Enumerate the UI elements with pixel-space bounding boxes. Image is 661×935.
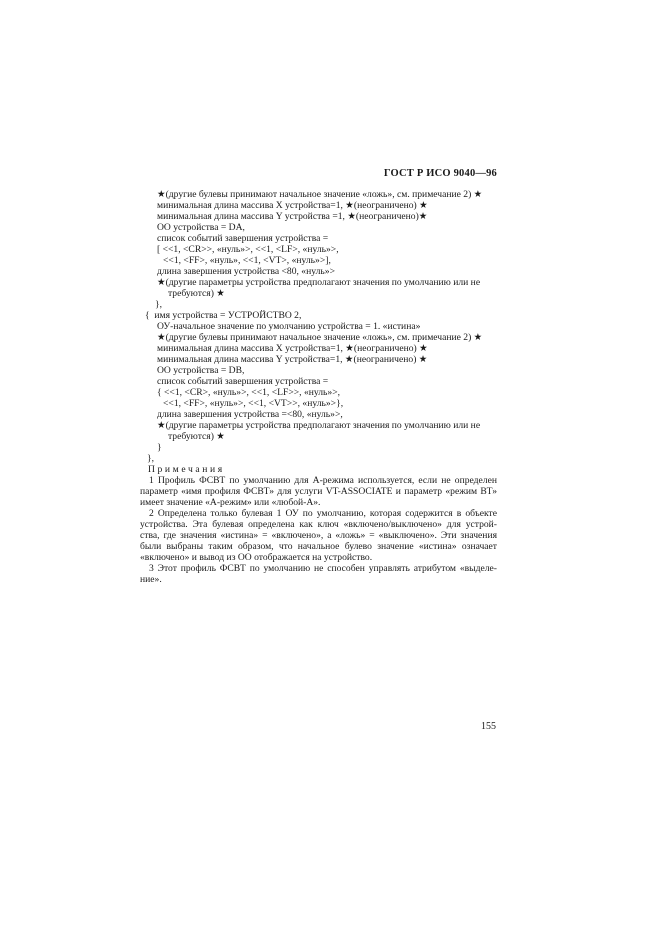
code-line: },: [155, 299, 163, 310]
code-line: минимальная длина массива Y устройства=1, ★(неограничено) ★: [157, 354, 428, 365]
code-line: }: [157, 442, 162, 453]
code-line: минимальная длина массива X устройства=1, ★(неограничено) ★: [157, 200, 428, 211]
code-line: длина завершения устройства =<80, «нуль»>,: [157, 409, 343, 420]
page-number: 155: [481, 721, 496, 732]
notes-title: Примечания: [148, 464, 225, 475]
code-line: список событий завершения устройства =: [157, 376, 329, 387]
code-line: { <<1, <CR>, «нуль»>, <<1, <LF>>, «нуль»>,: [157, 387, 341, 398]
note-line: имеет значение «А-режим» или «любой-А».: [140, 497, 321, 508]
code-line: },: [147, 453, 155, 464]
code-line: ★(другие булевы принимают начальное значение «ложь», см. примечание 2) ★: [157, 189, 483, 200]
code-line: <<1, <FF>, «нуль», <<1, <VT>, «нуль»>],: [163, 255, 331, 266]
note-line: 1 Профиль ФСВТ по умолчанию для А-режима используется, если не определен: [149, 475, 497, 486]
note-line: 2 Определена только булевая 1 ОУ по умолчанию, которая содержится в объекте: [149, 508, 497, 519]
note-line: были выбраны таким образом, что начальное булево значение «истина» означает: [140, 541, 497, 552]
note-line: ства, где значения «истина» = «включено», а «ложь» = «выключено». Эти значения: [140, 530, 497, 541]
code-line: ★(другие булевы принимают начальное значение «ложь», см. примечание 2) ★: [157, 332, 483, 343]
code-line: длина завершения устройства <80, «нуль»>: [157, 266, 335, 277]
code-line: ОО устройства = DB,: [157, 365, 245, 376]
note-line: параметр «имя профиля ФСВТ» для услуги VT-ASSOCIATE и параметр «режим ВТ»: [140, 486, 497, 497]
code-line: { имя устройства = УСТРОЙСТВО 2,: [145, 310, 302, 321]
code-line: ★(другие параметры устройства предполагают значения по умолчанию или не: [157, 420, 481, 431]
code-line: ОУ-начальное значение по умолчанию устройства = 1. «истина»: [157, 321, 421, 332]
note-line: устройства. Эта булевая определена как ключ «включено/выключено» для устрой-: [140, 519, 497, 530]
note-line: 3 Этот профиль ФСВТ по умолчанию не способен управлять атрибутом «выделе-: [149, 563, 497, 574]
code-line: минимальная длина массива Y устройства =1, ★(неограничено)★: [157, 211, 428, 222]
code-line: [ <<1, <CR>>, «нуль»>, <<1, <LF>, «нуль»>,: [157, 244, 339, 255]
code-line: список событий завершения устройства =: [157, 233, 329, 244]
code-line: минимальная длина массива X устройства=1, ★(неограничено) ★: [157, 343, 428, 354]
note-line: ние».: [140, 574, 162, 585]
code-line: <<1, <FF>, «нуль»>, <<1, <VT>>, «нуль»>},: [163, 398, 344, 409]
code-line: ★(другие параметры устройства предполагают значения по умолчанию или не: [157, 277, 481, 288]
document-header: ГОСТ Р ИСО 9040—96: [383, 168, 497, 179]
code-line: требуются) ★: [168, 288, 225, 299]
code-line: требуются) ★: [168, 431, 225, 442]
note-line: «включено» и вывод из ОО отображается на устройство.: [140, 552, 373, 563]
code-line: ОО устройства = DA,: [157, 222, 245, 233]
